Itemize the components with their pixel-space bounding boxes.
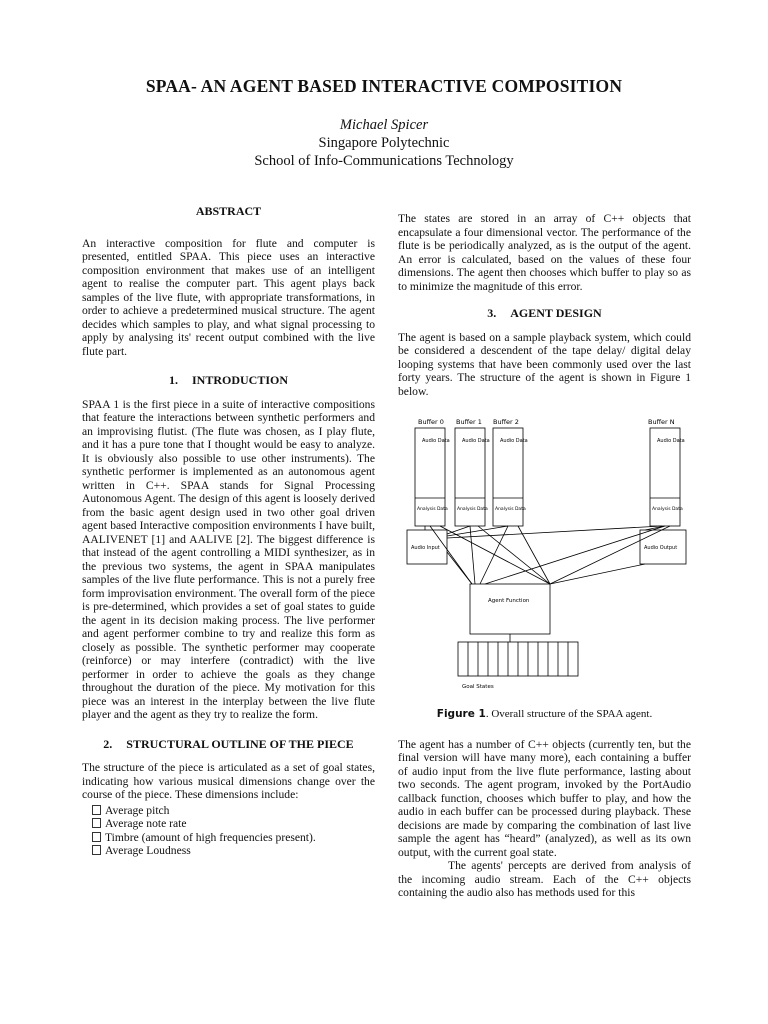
states-text: The states are stored in an array of C++ objects that encapsulate a four dimensional vector. The performance of the flute is be periodically analyzed, as is the output of the agent. An error is calculated, based on the values of these four dimensions. The agent then chooses which buffer to play so as to minimize the magnitude of this error.: [398, 212, 691, 293]
figure-label: Figure 1: [436, 708, 486, 720]
figure-caption: [398, 708, 691, 722]
dimension-list: [82, 804, 375, 858]
buffer-label: Buffer N: [648, 418, 675, 426]
audio-data-label: Audio Data: [462, 438, 490, 444]
audio-input-label: Audio Input: [411, 545, 440, 551]
bullet-box-icon: [92, 832, 101, 842]
list-item-text: Average pitch: [105, 803, 170, 817]
goal-states-label: Goal States: [462, 684, 494, 690]
list-item: [82, 804, 375, 818]
bullet-box-icon: [92, 818, 101, 828]
agent-percepts-text: The agents' percepts are derived from analysis of the incoming audio stream. Each of the C++ objects containing the audio also has methods used for this: [398, 859, 691, 899]
abstract-text: An interactive composition for flute and computer is presented, entitled SPAA. This piece uses an interactive composition environment that makes use of an intelligent agent to realise the computer part. This agent plays back samples of the live flute, with appropriate transformations, in order to achieve a predetermined musical structure. The agent decides which samples to play, and what signal processing to apply by analysing its' recent output combined with the live flute part.: [82, 236, 375, 358]
buffer-label: Buffer 2: [493, 418, 519, 426]
author-department: School of Info-Communications Technology: [254, 153, 514, 169]
buffer-label: Buffer 1: [456, 418, 482, 426]
section-title: AGENT DESIGN: [510, 306, 602, 320]
audio-data-label: Audio Data: [500, 438, 528, 444]
bullet-box-icon: [92, 805, 101, 815]
audio-data-label: Audio Data: [657, 438, 685, 444]
audio-output-label: Audio Output: [644, 545, 678, 551]
audio-data-label: Audio Data: [422, 438, 450, 444]
structural-heading: [82, 738, 375, 752]
section-title: INTRODUCTION: [191, 373, 288, 387]
buffer-n: [650, 428, 685, 526]
goal-states-array: [458, 642, 578, 690]
left-column: [82, 205, 375, 858]
analysis-data-label: Analysis Data: [495, 507, 526, 512]
list-item-text: Average note rate: [105, 817, 187, 830]
buffer-0: [415, 428, 450, 526]
abstract-heading: ABSTRACT: [195, 204, 262, 218]
author-name: Michael Spicer: [339, 117, 429, 133]
analysis-data-label: Analysis Data: [652, 507, 683, 512]
agent-function-box: [470, 584, 550, 634]
audio-output-box: [640, 530, 686, 564]
author-block: [0, 116, 768, 170]
analysis-data-label: Analysis Data: [417, 507, 448, 512]
figure-caption-text: . Overall structure of the SPAA agent.: [485, 708, 653, 720]
agent-design-heading: [398, 307, 691, 321]
author-affiliation: Singapore Polytechnic: [318, 135, 450, 151]
buffer-2: [493, 428, 528, 526]
list-item: [82, 817, 375, 831]
list-item-text: Average Loudness: [105, 844, 191, 857]
list-item: [82, 844, 375, 858]
bullet-box-icon: [92, 845, 101, 855]
audio-input-box: [407, 530, 447, 564]
buffer-1: [455, 428, 490, 526]
introduction-heading: [82, 374, 375, 388]
list-item: [82, 831, 375, 845]
structural-text: The structure of the piece is articulated as a set of goal states, indicating how various musical dimensions change over the course of the piece. These dimensions include:: [82, 761, 375, 801]
agent-buffers-text: The agent has a number of C++ objects (currently ten, but the final version will have many more), each containing a buffer of audio input from the live flute performance, lasting about two seconds. The agent program, invoked by the PortAudio callback function, chooses which buffer to play, and how the audio in each buffer can be processed during playback. These decisions are made by comparing the combination of last live sample the agent has “heard” (analyzed), as well as its own output, with the current goal state.: [398, 737, 691, 859]
figure-1: [398, 412, 691, 698]
paper-title: SPAA- AN AGENT BASED INTERACTIVE COMPOSITION: [145, 76, 623, 96]
section-number: 2.: [103, 736, 113, 751]
right-column: [398, 212, 691, 910]
section-number: 1.: [168, 373, 178, 387]
analysis-data-label: Analysis Data: [457, 507, 488, 512]
agent-structure-diagram: [400, 412, 690, 698]
buffer-label: Buffer 0: [418, 418, 444, 426]
section-number: 3.: [487, 306, 497, 320]
connection-lines: [425, 526, 670, 584]
agent-function-label: Agent Function: [488, 598, 530, 604]
list-item-text: Timbre (amount of high frequencies present).: [105, 830, 316, 844]
section-title: STRUCTURAL OUTLINE OF THE PIECE: [126, 736, 354, 751]
introduction-text: SPAA 1 is the first piece in a suite of interactive compositions that feature the interactions between synthetic performers and an improvising flutist. (The flute was chosen, as I play flute, and it has a pure tone that I thought would be easy to analyze. It is obviously also possible to use other instruments). The synthetic performer is implemented as an autonomous agent written in C++. SPAA stands for Signal Processing Autonomous Agent. The design of this agent is loosely derived from the basic agent design used in two other goal driven agent based Interactive composition environments I have built, AALIVENET [1] and AALIVE [2]. The biggest difference is that instead of the agent controlling a MIDI synthesizer, as in the previous two systems, the agent in SPAA manipulates samples of the live flute performance. This is not a purely free form improvisation environment. The overall form of the piece is pre-determined, which provides a set of goal states to guide the agent in its decision making process. The live performer and agent performer combine to try and realize this form as closely as possible. The synthetic performer may cooperate (reinforce) or may interfere (contradict) with the live performer in order to achieve the goals as they change throughout the duration of the piece. My motivation for this piece was an interest in the interplay between the live flute player and the agent as they try to realize the form.: [82, 397, 375, 721]
agent-design-text: The agent is based on a sample playback system, which could be considered a descendent of the tape delay/ digital delay looping systems that have been commonly used over the last forty years. The structure of the agent is shown in Figure 1 below.: [398, 330, 691, 398]
